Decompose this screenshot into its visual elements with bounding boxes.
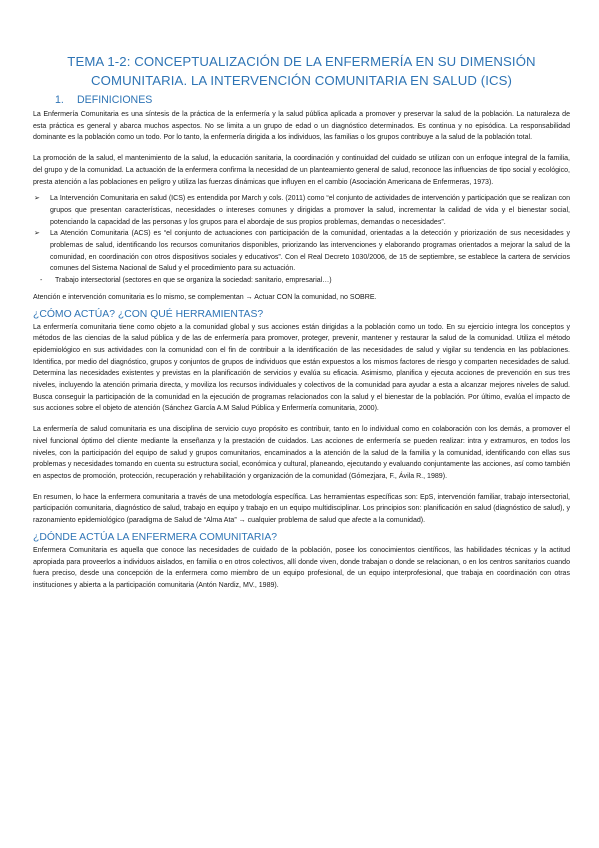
list-item-text: La Atención Comunitaria (ACS) es “el conjunto de actuaciones con participación de la comunidad, orientadas a la detección y priorización de sus necesidades y problemas de salud, identificando los recursos comunitarios disponibles, priorizando las intervenciones y elaborando programas orientados a mejorar la salud de la comunidad, en coordinación con otros dispositivos sociales y educativos”. Con el Real Decreto 1030/2006, de 15 de septiembre, se establece la cartera de servicios comunes del Sistema Nacional de Salud y el procedimiento para su actuación. (50, 230, 570, 273)
section-heading-definiciones (33, 93, 570, 107)
paragraph-promocion-salud: La promoción de la salud, el mantenimiento de la salud, la educación sanitaria, la coordinación y continuidad del cuidado se utilizan con un enfoque integral de la familia, del grupo y de la comunidad. La actuación de la enfermera confirma la necesidad de un planteamiento general de salud, reconoce las influencias de tipo social y ecológico, presta atención a las poblaciones en peligro y utiliza las fuerzas dinámicas que influyen en el cambio (Asociación Americana de Enfermeras, 1973). (33, 155, 570, 186)
section-number: 1. (55, 94, 64, 106)
paragraph-enfermera-comunitaria: Enfermera Comunitaria es aquella que conoce las necesidades de cuidado de la población, posee los conocimientos científicos, las habilidades técnicas y la actitud apropiada para proveerlos a individuos aislados, en familia o en otros colectivos, allí donde viven, donde trabajan o donde se relacionan, o en los centros sanitarios cuando fuera preciso, desde una concepción de la enfermera como miembro de un equipo profesional, de un equipo interprofesional, que trabaja en coordinación con otras instituciones y abierta a la participación comunitaria (Antón Nardiz, MV., 1989). (33, 546, 570, 589)
paragraph-objeto-comunidad: La enfermería comunitaria tiene como objeto a la comunidad global y sus acciones están dirigidas a la población como un todo. En su ejercicio integra los conceptos y métodos de las ciencias de la salud pública y de las de enfermería para promover, proteger, prevenir, mantener y restaurar la salud de la comunidad. Utiliza el método epidemiológico en sus actividades con la comunidad con el fin de contribuir a la identificación de las necesidades de salud y vigilar su tendencia en las poblaciones. Identifica, por medio del diagnóstico, grupos y conjuntos de grupos de individuos que están expuestos a los mismos factores de riesgo y comparten necesidades de salud. Determina las necesidades existentes y previstas en la planificación de servicios y evalúa su eficacia. Asimismo, planifica y ejecuta acciones de prevención en sus tres niveles, incluyendo la atención primaria directa, y moviliza los recursos individuales y colectivos de la comunidad para ayudar a esta a alcanzar mejores niveles de salud. Busca conseguir la participación de la comunidad en la ejecución de programas relacionados con la salud y el bienestar de la población. Por último, evalúa el impacto de sus acciones sobre el objeto de atención (Sánchez García A.M Salud Pública y Enfermería comunitaria, 2000). (33, 323, 570, 413)
list-item-text: Trabajo intersectorial (sectores en que se organiza la sociedad: sanitario, empresarial…) (55, 277, 332, 285)
document-title-line-2: COMUNITARIA. LA INTERVENCIÓN COMUNITARIA EN SALUD (ICS) (91, 73, 512, 88)
list-item-trabajo-intersectorial (40, 275, 570, 287)
section-heading-text: DEFINICIONES (77, 94, 153, 106)
list-item-ics (34, 193, 570, 228)
document-title-line-1: TEMA 1-2: CONCEPTUALIZACIÓN DE LA ENFERMERÍA EN SU DIMENSIÓN (67, 54, 536, 69)
definitions-list (33, 193, 570, 275)
list-item-acs (34, 228, 570, 275)
list-item-text: La Intervención Comunitaria en salud (ICS) es entendida por March y cols. (2011) como “el conjunto de actividades de intervención y participación que se realizan con grupos que presentan características, necesidades o intereses comunes y dirigidas a promover la salud, incrementar la calidad de vida y el bienestar social, potenciando la capacidad de las personas y los grupos para el abordaje de sus propios problemas, demandas o necesidades”. (50, 195, 570, 226)
section-heading-donde-actua: ¿DÓNDE ACTÚA LA ENFERMERA COMUNITARIA? (33, 531, 278, 543)
section-heading-como-actua: ¿CÓMO ACTÚA? ¿CON QUÉ HERRAMIENTAS? (33, 308, 264, 320)
arrow-bullet-icon: ➢ (34, 195, 40, 203)
sub-list (33, 275, 570, 287)
paragraph-resumen-herramientas: En resumen, lo hace la enfermera comunitaria a través de una metodología específica. Las herramientas específicas son: EpS, intervención familiar, trabajo intersectorial, participación comunitaria, diagnóstico de salud, trabajo en equipo y trabajo en un equipo multidisciplinar. Los principios son: planificación en salud (diagnóstico de salud), y razonamiento epidemiológico (paradigma de Salud de “Alma Ata” → cualquier problema de salud que afecte a la comunidad). (33, 493, 570, 525)
document-title (33, 52, 570, 90)
arrow-bullet-icon: ➢ (34, 230, 40, 238)
paragraph-disciplina-servicio: La enfermería de salud comunitaria es una disciplina de servicio cuyo propósito es contribuir, tanto en lo individual como en colaboración con los demás, a promover el nivel funcional óptimo del cliente mediante la enseñanza y la prestación de cuidados. Las acciones de enfermería se pueden realizar: intra y extramuros, en todos los niveles, con la participación del equipo de salud y grupos comunitarios, encaminados a la atención de la salud de la familia y la comunidad, identificando con ellas sus problemas y necesidades tomando en cuenta su estructura social, económica y cultural, planeando, ejecutando y evaluando conjuntamente las acciones, así como también en aspectos de promoción, protección, recuperación y rehabilitación y organización de la comunidad (Gómezjara, F., Ávila R., 1989). (33, 426, 570, 480)
paragraph-definicion-enfermeria: La Enfermería Comunitaria es una síntesis de la práctica de la enfermería y la salud pública aplicada a promover y preservar la salud de la población. La naturaleza de esta práctica es general y abarca muchos aspectos. No se limita a un grupo de edad o un diagnóstico determinados. Es continua y no episódica. La responsabilidad dominante es la población como un todo. Por lo tanto, la enfermería dirigida a los individuos, las familias o los grupos contribuye a la salud de la población total. (33, 111, 570, 142)
paragraph-atencion-intervencion: Atención e intervención comunitaria es lo mismo, se complementan → Actuar CON la comunidad, no SOBRE. (33, 293, 377, 301)
dash-bullet-icon: - (40, 277, 43, 285)
